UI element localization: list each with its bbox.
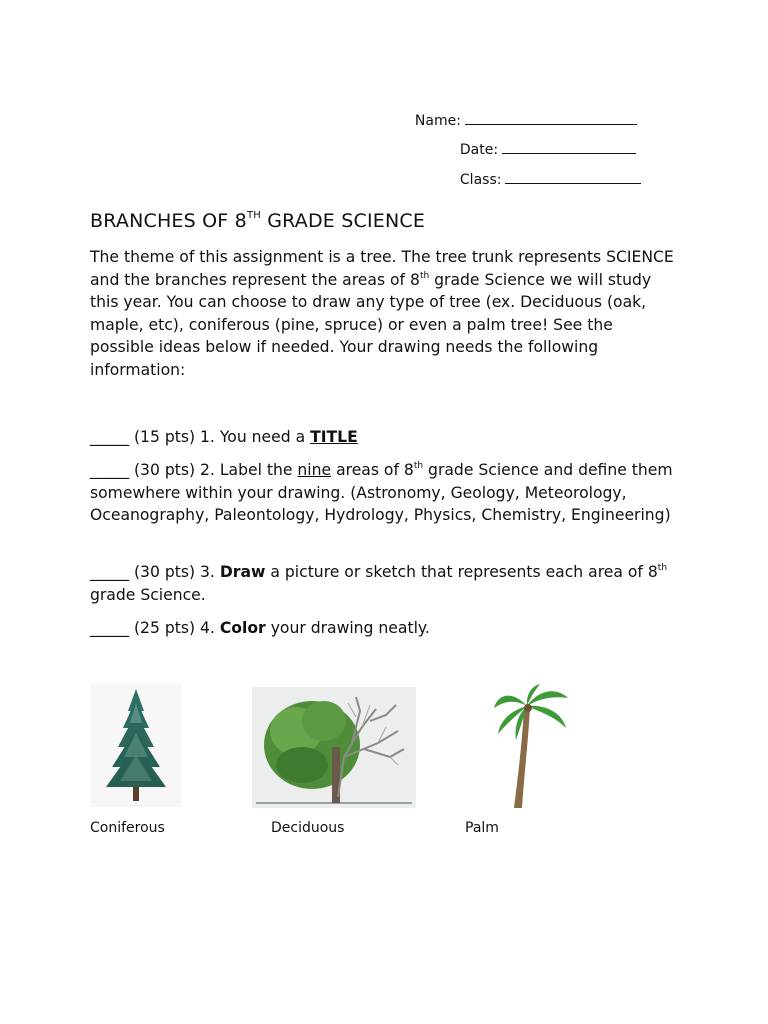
item-blank: _____ bbox=[90, 563, 129, 581]
item-emphasis: Color bbox=[219, 619, 266, 637]
coniferous-tree-image bbox=[90, 683, 182, 807]
page-title bbox=[90, 210, 425, 232]
item-label bbox=[90, 459, 680, 527]
item-text: (30 pts) 2. Label the bbox=[128, 461, 298, 479]
deciduous-tree-image bbox=[252, 687, 416, 808]
item-text: (15 pts) 1. You need a bbox=[128, 428, 311, 446]
title-text: BRANCHES OF 8 bbox=[90, 210, 247, 232]
date-label: Date: bbox=[459, 142, 499, 158]
item-underline: nine bbox=[297, 461, 332, 479]
intro-text-2: grade Science we will study this year. You can choose to draw any type of tree (ex. Deciduous (oak, maple, etc), coniferous (pine, spruce) or even a palm tree! See the possible ideas below if needed. Your drawing needs the following information: bbox=[90, 270, 652, 379]
item-superscript: th bbox=[657, 563, 668, 573]
class-blank bbox=[505, 171, 641, 184]
item-text: (30 pts) 3. bbox=[128, 563, 220, 581]
class-field bbox=[451, 153, 641, 189]
item-draw bbox=[90, 561, 680, 606]
item-text-mid: a picture or sketch that represents each area of 8 bbox=[265, 563, 658, 581]
class-label: Class: bbox=[459, 172, 502, 188]
deciduous-caption: Deciduous bbox=[271, 820, 345, 836]
intro-text-1: The theme of this assignment is a tree. The tree trunk represents SCIENCE and the branches represent the areas of 8 bbox=[90, 248, 674, 289]
item-blank: _____ bbox=[90, 461, 129, 479]
name-label: Name: bbox=[414, 113, 461, 129]
title-text-end: GRADE SCIENCE bbox=[260, 210, 426, 232]
palm-caption: Palm bbox=[465, 820, 499, 836]
intro-superscript: th bbox=[419, 270, 430, 281]
coniferous-caption: Coniferous bbox=[90, 820, 165, 836]
item-color bbox=[90, 617, 680, 640]
item-superscript: th bbox=[413, 461, 424, 471]
item-text-end: your drawing neatly. bbox=[265, 619, 430, 637]
item-text-end: grade Science and define them somewhere within your drawing. (Astronomy, Geology, Meteorology, Oceanography, Paleontology, Hydrology, Physics, Chemistry, Engineering) bbox=[90, 461, 673, 525]
item-text-end: grade Science. bbox=[90, 585, 206, 604]
palm-tree-image bbox=[492, 684, 572, 810]
item-emphasis: Draw bbox=[219, 563, 266, 581]
item-text-mid: areas of 8 bbox=[331, 461, 414, 479]
item-emphasis: TITLE bbox=[310, 428, 358, 446]
item-blank: _____ bbox=[90, 428, 129, 446]
item-blank: _____ bbox=[90, 619, 129, 637]
item-text: (25 pts) 4. bbox=[128, 619, 220, 637]
title-superscript: TH bbox=[246, 210, 261, 221]
item-title bbox=[90, 426, 680, 449]
intro-paragraph bbox=[90, 246, 680, 382]
